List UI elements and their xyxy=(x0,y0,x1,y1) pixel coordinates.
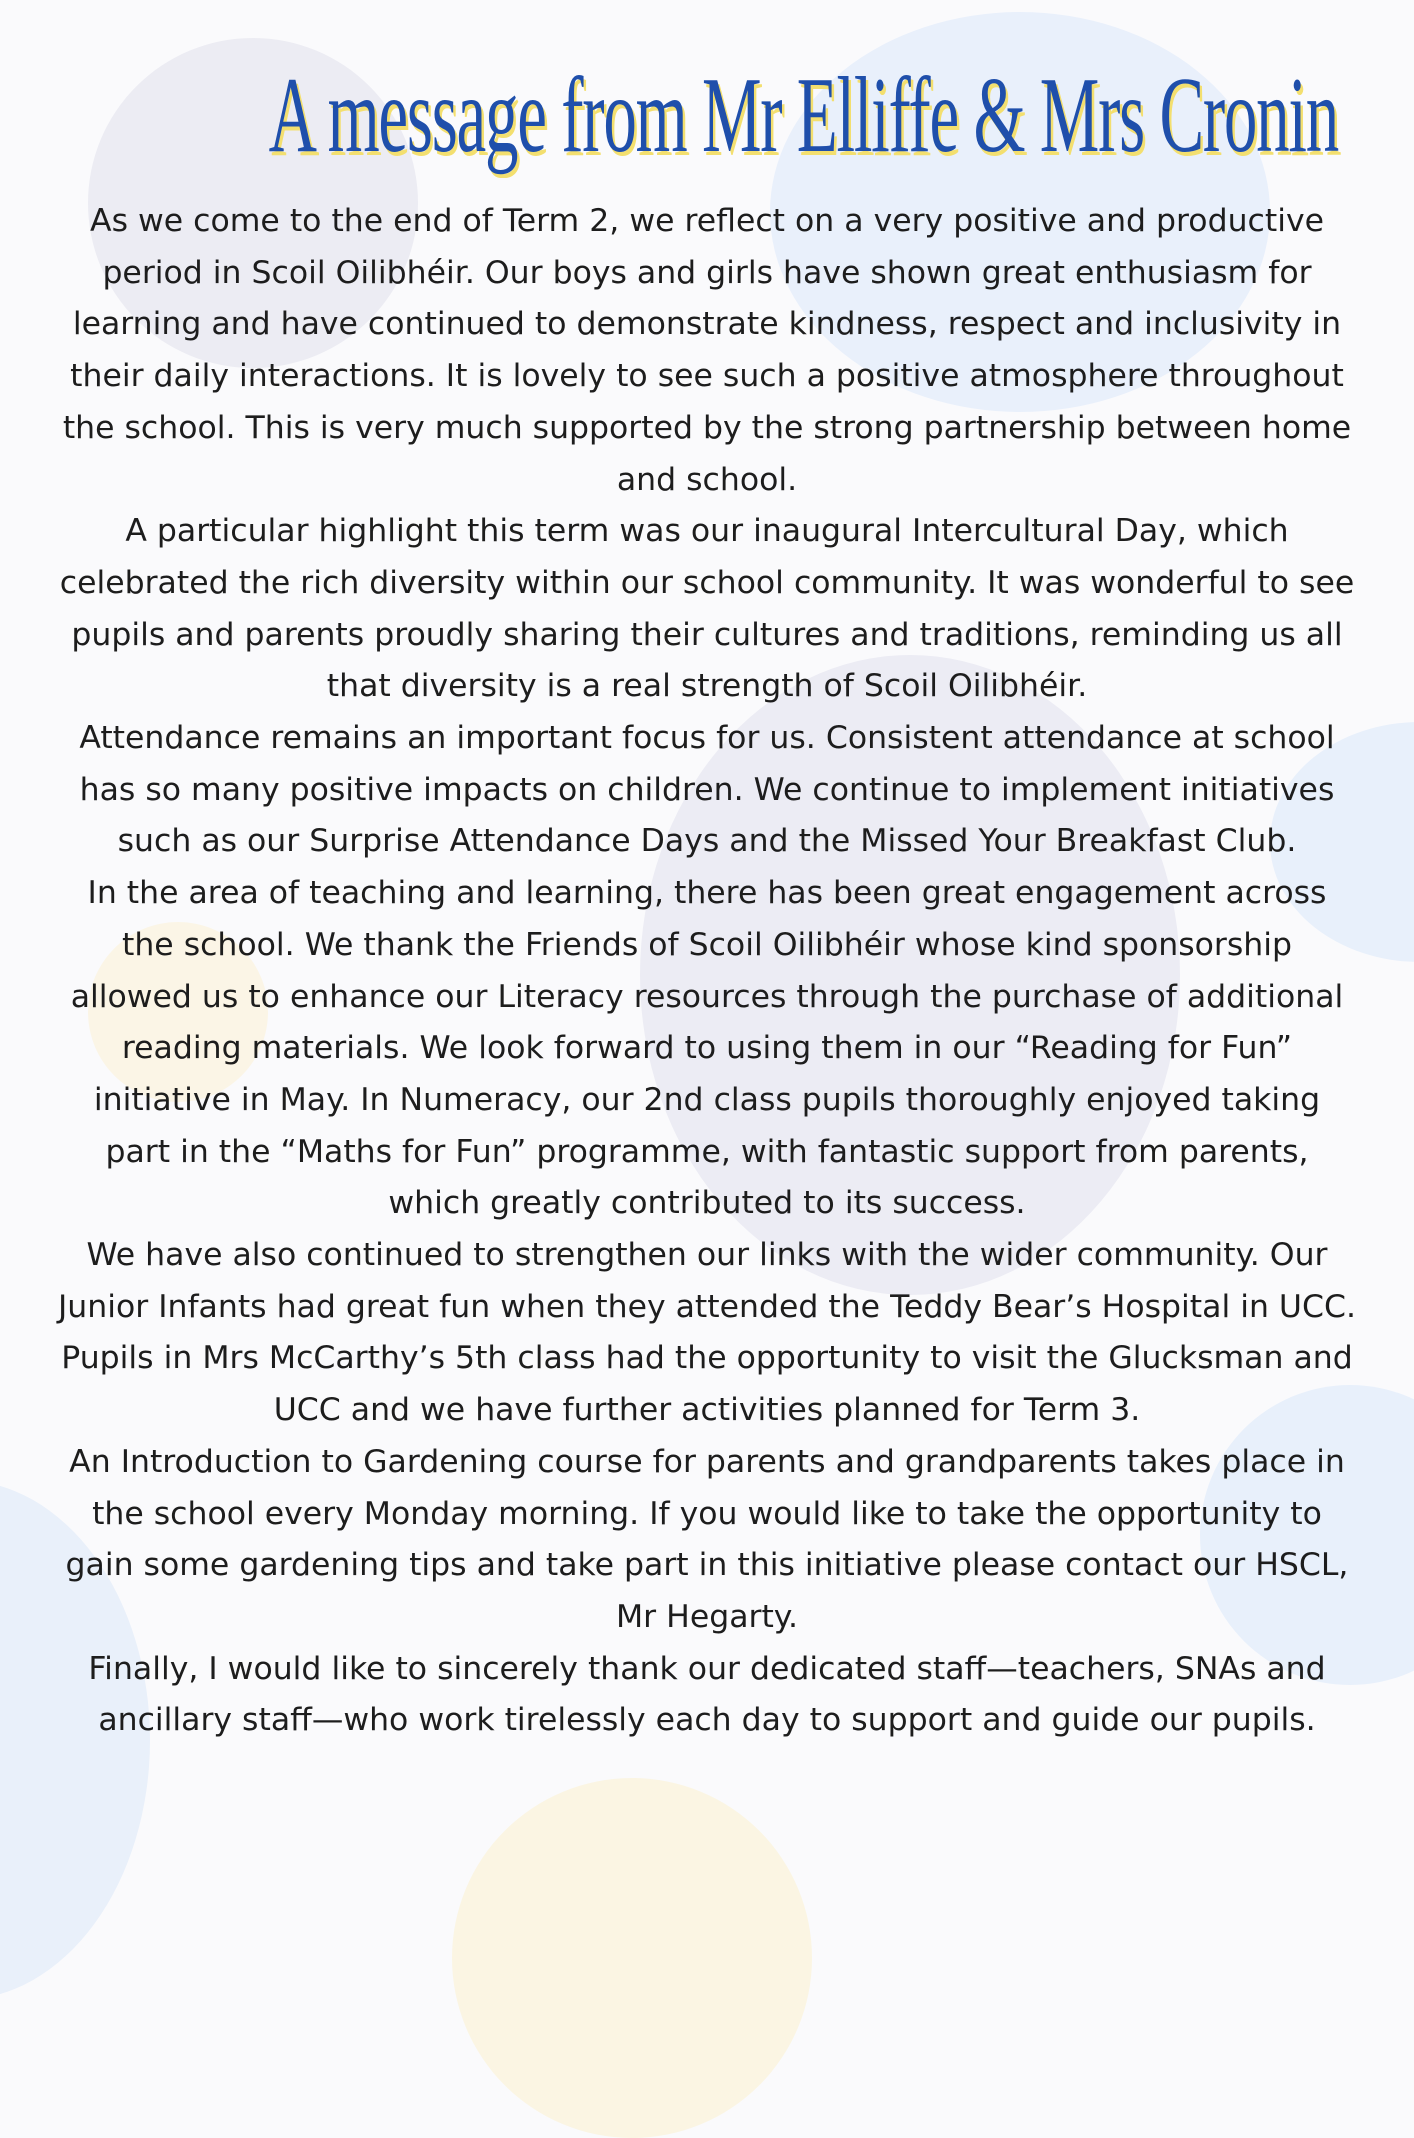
message-body xyxy=(58,196,1356,1747)
page-title: A message from Mr Elliffe & Mrs Cronin xyxy=(268,56,1339,175)
paragraph-gardening-course: An Introduction to Gardening course for parents and grandparents takes place in the school every Monday morning. If you would like to take the opportunity to gain some gardening tips and take part in this initiative please contact our HSCL, Mr Hegarty. xyxy=(65,1443,1349,1635)
paragraph-community-links: We have also continued to strengthen our links with the wider community. Our Junior Infants had great fun when they attended the Teddy Bear’s Hospital in UCC. Pupils in Mrs McCarthy’s 5th class had the opportunity to visit the Glucksman and UCC and we have further activities planned for Term 3. xyxy=(58,1237,1356,1429)
paragraph-intercultural-day: A particular highlight this term was our inaugural Intercultural Day, which celebrated the rich diversity within our school community. It was wonderful to see pupils and parents proudly sharing their cultures and traditions, reminding us all that diversity is a real strength of Scoil Oilibhéir. xyxy=(59,513,1355,705)
paragraph-term-reflection: As we come to the end of Term 2, we reflect on a very positive and productive period in Scoil Oilibhéir. Our boys and girls have shown great enthusiasm for learning and have continued to demonstrate kindness, respect and inclusivity in their daily interactions. It is lovely to see such a positive atmosphere throughout the school. This is very much supported by the strong partnership between home and school. xyxy=(62,203,1352,498)
paragraph-staff-thanks: Finally, I would like to sincerely thank our dedicated staff—teachers, SNAs and ancillary staff—who work tirelessly each day to support and guide our pupils. xyxy=(88,1650,1326,1739)
paragraph-attendance: Attendance remains an important focus for us. Consistent attendance at school has so many positive impacts on children. We continue to implement initiatives such as our Surprise Attendance Days and the Missed Your Breakfast Club. xyxy=(79,720,1335,860)
decorative-circle xyxy=(452,1778,812,2138)
paragraph-teaching-learning: In the area of teaching and learning, there has been great engagement across the school. We thank the Friends of Scoil Oilibhéir whose kind sponsorship allowed us to enhance our Literacy resources through the purchase of additional reading materials. We look forward to using them in our “Reading for Fun” initiative in May. In Numeracy, our 2nd class pupils thoroughly enjoyed taking part in the “Maths for Fun” programme, with fantastic support from parents, which greatly contributed to its success. xyxy=(70,875,1344,1222)
